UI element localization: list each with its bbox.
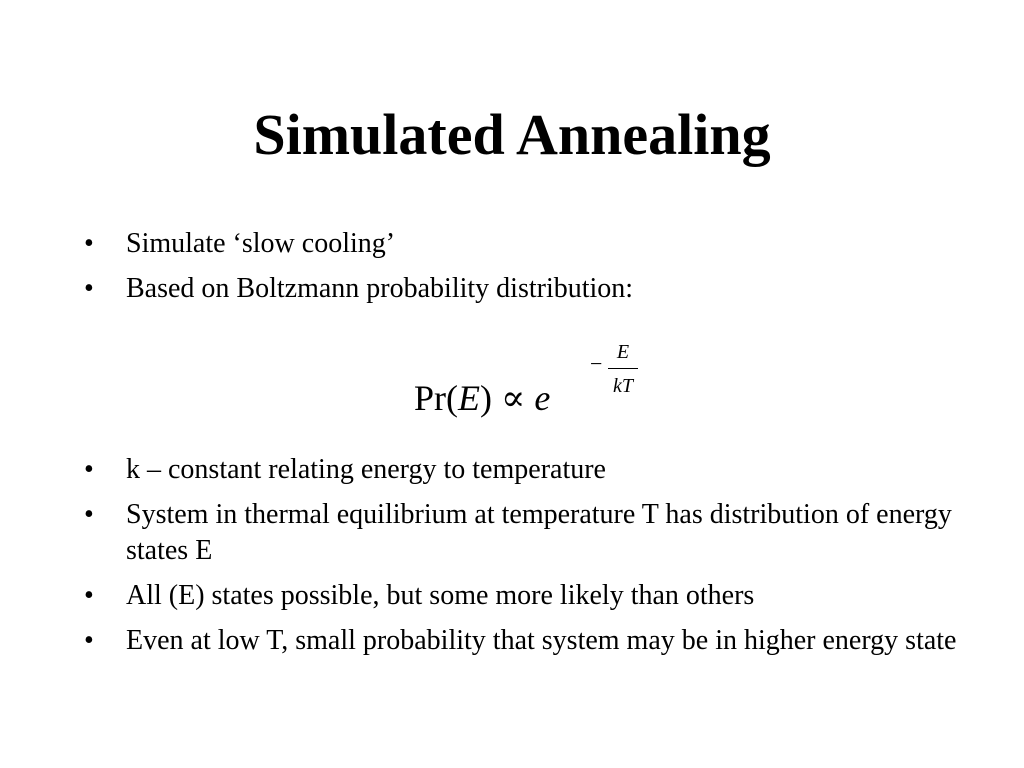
bullet-dot: • [84, 228, 94, 259]
bullet-list-top [84, 226, 964, 316]
slide-title: Simulated Annealing [253, 102, 771, 167]
bullet-text: System in thermal equilibrium at temperature T has distribution of energy states E [126, 499, 952, 566]
bullet-item [84, 623, 964, 659]
bullet-list-bottom [84, 452, 964, 668]
formula-var: E [458, 378, 480, 418]
formula-pr: Pr( [414, 378, 458, 418]
bullet-dot: • [84, 499, 94, 530]
bullet-dot: • [84, 625, 94, 656]
bullet-text: k – constant relating energy to temperature [126, 454, 606, 485]
bullet-item [84, 497, 964, 569]
bullet-dot: • [84, 580, 94, 611]
exponent-numerator: E [616, 341, 630, 363]
fraction-bar [608, 368, 638, 369]
bullet-item [84, 271, 964, 307]
exponent-sign: − [590, 351, 603, 376]
bullet-dot: • [84, 454, 94, 485]
bullet-item [84, 226, 964, 262]
bullet-dot: • [84, 273, 94, 304]
formula-close: ) [480, 378, 492, 418]
bullet-text: All (E) states possible, but some more likely than others [126, 580, 755, 611]
formula-e: e [534, 378, 551, 418]
boltzmann-formula [414, 340, 674, 430]
bullet-item [84, 452, 964, 488]
exponent-denominator: kT [613, 375, 633, 397]
formula-proportional: ∝ [492, 378, 535, 418]
bullet-text: Simulate ‘slow cooling’ [126, 228, 396, 259]
formula-base [414, 378, 550, 418]
bullet-text: Even at low T, small probability that system may be in higher energy state [126, 625, 957, 656]
bullet-item [84, 578, 964, 614]
formula-exponent [590, 340, 650, 404]
bullet-text: Based on Boltzmann probability distribution: [126, 273, 634, 304]
